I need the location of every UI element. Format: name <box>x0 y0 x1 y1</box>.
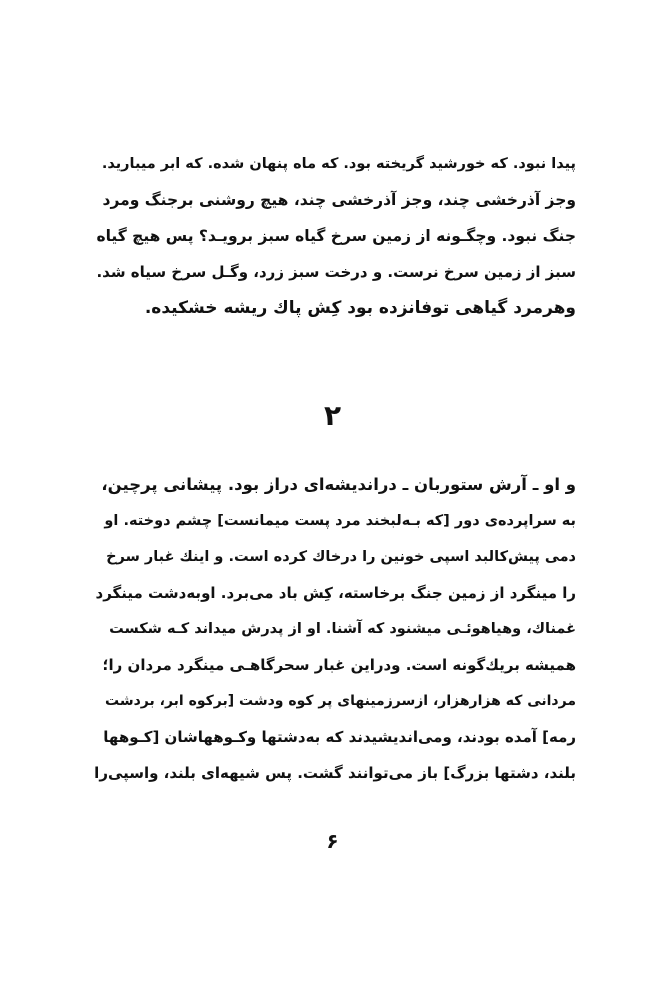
paragraph-2-line: غمناك، وهیاهوئـی میشنود که آشنا. او از پدرش میداند کـه شکست <box>109 621 576 637</box>
paragraph-1-line: وجز آذرخشی چند، وجز آذرخشی چند، هیچ روشنی برجنگ ومرد <box>102 191 576 209</box>
paragraph-2-line: مردانی که هزارهزار، ازسرزمینهای پر کوه ودشت [برکوه ابر، بردشت <box>105 693 576 709</box>
paragraph-2-line: دمی پیش‌کالبد اسپی خونین را درخاك کرده است. و اینك غبار سرخ <box>106 549 576 565</box>
paragraph-2-line: همیشه بریك‌گونه است. ودراین غبار سحرگاهـی مینگرد مردان را؛ <box>102 656 576 674</box>
paragraph-2-line: به سراپرده‌ی دور [که بـه‌لبخند مرد پست میمانست] چشم دوخته. او <box>104 513 576 529</box>
paragraph-2 <box>94 467 576 791</box>
page-number: ۶ <box>326 829 339 853</box>
paragraph-2-line: رمه] آمده بودند، ومی‌اندیشیدند که به‌دشتها وکـوهها‌شان [کـوهها <box>103 728 576 746</box>
paragraph-2-line: بلند، دشتها بزرگ] باز می‌توانند گشت. پس شیهه‌ای بلند، واسپی‌را <box>94 764 576 782</box>
paragraph-1-line: سبز از زمین سرخ نرست. و درخت سبز زرد، وگـل سرخ سیاه شد. <box>96 263 576 281</box>
paragraph-2-line: و او ـ آرش ستوربان ـ دراندیشه‌ای دراز بود. پیشانی پرچین، <box>101 475 576 494</box>
paragraph-1-line: جنگ نبود. وچگـونه از زمین سرخ گیاه سبز برویـد؟ پس هیچ گیاه <box>96 227 576 245</box>
paragraph-1-line: وهرمرد گیاهی توفانزده بود کِش پاك ریشه خشکیده. <box>144 298 576 318</box>
paragraph-2-line: را مینگرد از زمین جنگ برخاسته، کِش باد می‌برد. اوبه‌دشت مینگرد <box>95 584 576 602</box>
paragraph-1 <box>94 146 576 326</box>
paragraph-1-line: پیدا نبود. که خورشید گریخته بود. که ماه پنهان شده. که ابر میبارید. <box>101 156 576 172</box>
section-number: ۲ <box>323 399 342 432</box>
